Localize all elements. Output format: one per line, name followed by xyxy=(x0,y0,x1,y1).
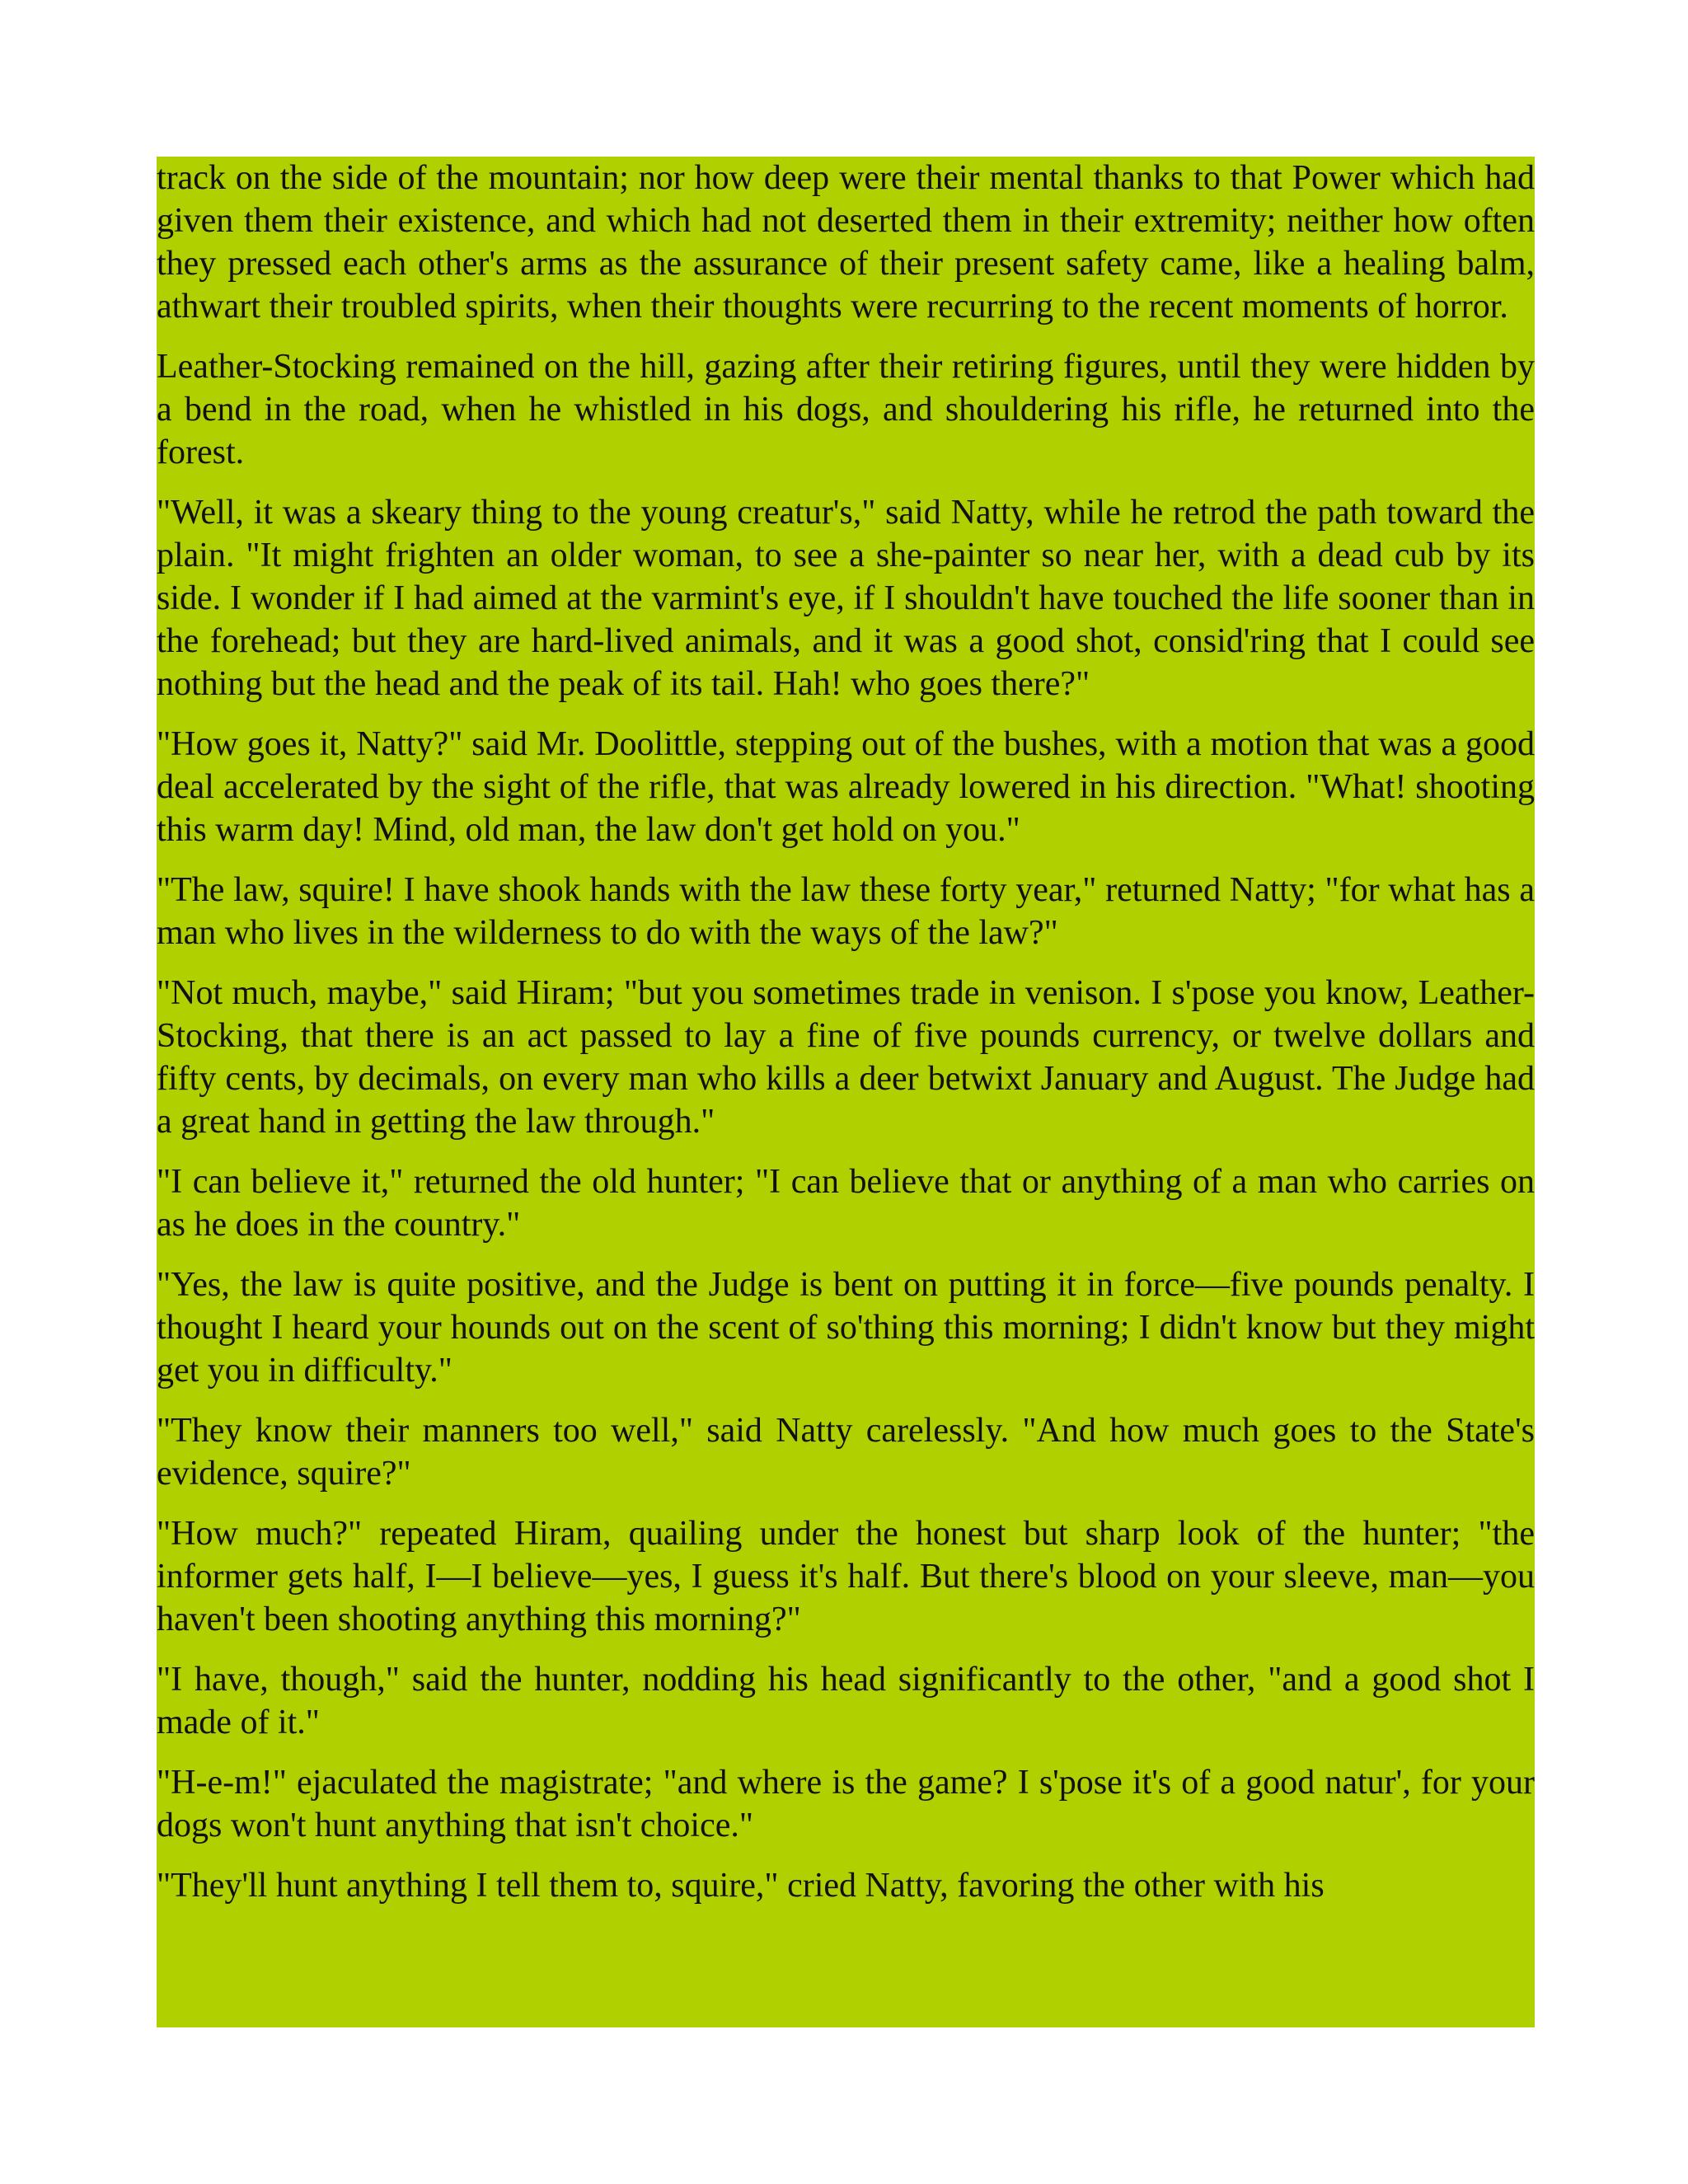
paragraph: "How much?" repeated Hiram, quailing under the honest but sharp look of the hunter; "the informer gets half, I—I believe—yes, I guess it's half. But there's blood on your sleeve, man—you haven't been shooting anything this morning?" xyxy=(157,1515,1535,1638)
text-block xyxy=(157,157,1535,1907)
paragraph: "How goes it, Natty?" said Mr. Doolittle, stepping out of the bushes, with a motion that was a good deal accelerated by the sight of the rifle, that was already lowered in his direction. "What! shooting this warm day! Mind, old man, the law don't get hold on you." xyxy=(157,725,1535,849)
paragraph: Leather-Stocking remained on the hill, gazing after their retiring figures, until they were hidden by a bend in the road, when he whistled in his dogs, and shouldering his rifle, he returned into the forest. xyxy=(157,348,1535,471)
paragraph: "I can believe it," returned the old hunter; "I can believe that or anything of a man who carries on as he does in the country." xyxy=(157,1163,1535,1244)
paragraph: "They'll hunt anything I tell them to, squire," cried Natty, favoring the other with his xyxy=(157,1867,1325,1905)
paragraph: "Not much, maybe," said Hiram; "but you sometimes trade in venison. I s'pose you know, Leather-Stocking, that there is an act passed to lay a fine of five pounds currency, or twelve dollars and fifty cents, by decimals, on every man who kills a deer betwixt January and August. The Judge had a great hand in getting the law through." xyxy=(157,974,1535,1141)
text-page xyxy=(157,157,1535,2027)
paragraph: "They know their manners too well," said Natty carelessly. "And how much goes to the State's evidence, squire?" xyxy=(157,1412,1535,1493)
paragraph: track on the side of the mountain; nor how deep were their mental thanks to that Power which had given them their existence, and which had not deserted them in their extremity; neither how often they pressed each other's arms as the assurance of their present safety came, like a healing balm, athwart their troubled spirits, when their thoughts were recurring to the recent moments of horror. xyxy=(157,159,1535,326)
paragraph: "The law, squire! I have shook hands with the law these forty year," returned Natty; "for what has a man who lives in the wilderness to do with the ways of the law?" xyxy=(157,871,1535,952)
paragraph: "H-e-m!" ejaculated the magistrate; "and where is the game? I s'pose it's of a good natur', for your dogs won't hunt anything that isn't choice." xyxy=(157,1764,1535,1844)
paragraph: "I have, though," said the hunter, nodding his head significantly to the other, "and a good shot I made of it." xyxy=(157,1661,1535,1741)
paragraph: "Well, it was a skeary thing to the young creatur's," said Natty, while he retrod the path toward the plain. "It might frighten an older woman, to see a she-painter so near her, with a dead cub by its side. I wonder if I had aimed at the varmint's eye, if I shouldn't have touched the life sooner than in the forehead; but they are hard-lived animals, and it was a good shot, consid'ring that I could see nothing but the head and the peak of its tail. Hah! who goes there?" xyxy=(157,494,1535,703)
paragraph: "Yes, the law is quite positive, and the Judge is bent on putting it in force—five pounds penalty. I thought I heard your hounds out on the scent of so'thing this morning; I didn't know but they might get you in difficulty." xyxy=(157,1266,1535,1390)
